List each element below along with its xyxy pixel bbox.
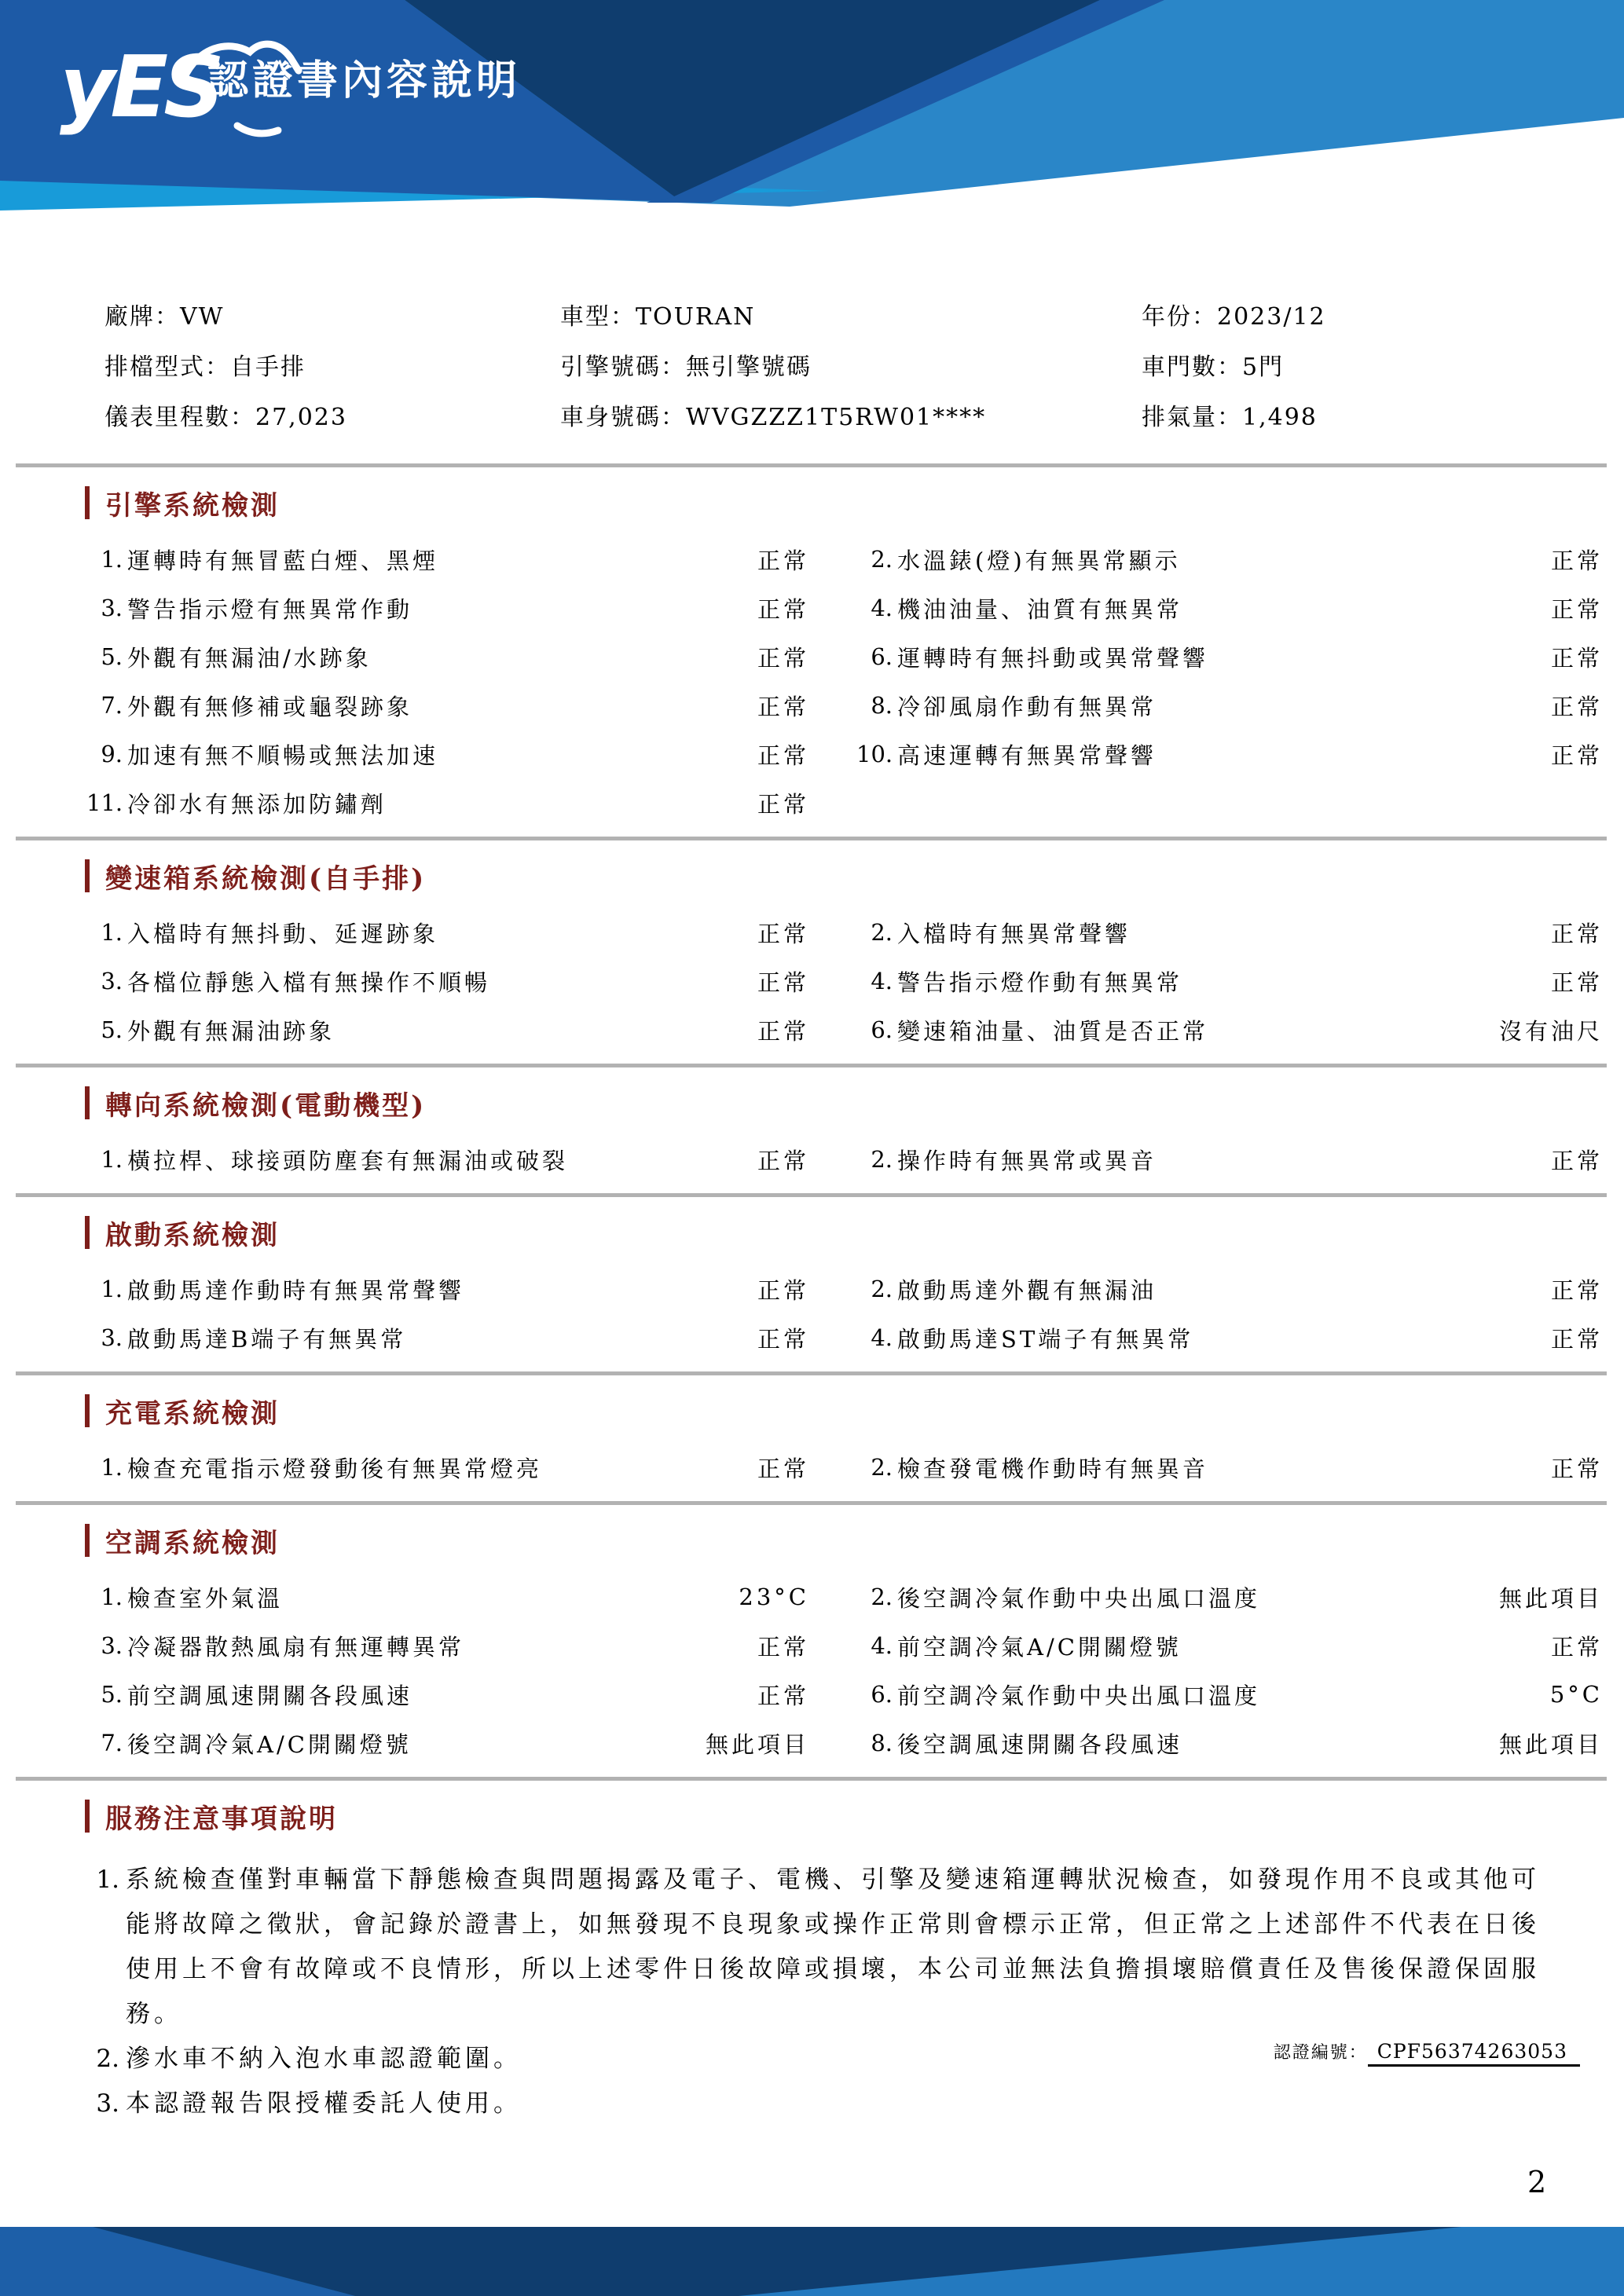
section-header — [85, 1211, 1624, 1254]
sections — [0, 463, 1624, 2126]
item-text: 警告指示燈作動有無異常 — [897, 969, 1183, 996]
item-text: 水溫錶(燈)有無異常顯示 — [897, 547, 1181, 574]
item-status: 正常 — [1550, 969, 1603, 996]
item-text: 機油油量、油質有無異常 — [897, 595, 1183, 623]
footer-background — [0, 2227, 1624, 2296]
section-divider — [16, 1501, 1607, 1505]
item-status: 正常 — [757, 1276, 809, 1304]
item-text: 外觀有無漏油/水跡象 — [127, 644, 372, 672]
item-status: 正常 — [1550, 742, 1603, 769]
section-accent-bar — [85, 859, 90, 892]
item-text: 啟動馬達外觀有無漏油 — [897, 1276, 1157, 1304]
yes-logo-text: yES — [60, 38, 220, 137]
item-row — [86, 1135, 1603, 1184]
item-status: 正常 — [1550, 1455, 1603, 1482]
service-note — [86, 1858, 1557, 2037]
item-status: 正常 — [1550, 547, 1603, 574]
section-title: 充電系統檢測 — [105, 1397, 280, 1430]
info-field: 儀表里程數：27,023 — [104, 404, 347, 431]
item-status: 無此項目 — [705, 1730, 809, 1758]
item-text: 檢查發電機作動時有無異音 — [897, 1455, 1209, 1482]
item-status: 正常 — [1550, 693, 1603, 720]
section-title: 啟動系統檢測 — [105, 1219, 280, 1251]
section-header — [85, 482, 1624, 524]
item-text: 操作時有無異常或異音 — [897, 1147, 1157, 1174]
item-status: 正常 — [1550, 920, 1603, 947]
item-number: 3. — [101, 1632, 123, 1659]
item-text: 入檔時有無抖動、延遲跡象 — [127, 920, 439, 947]
item-number: 4. — [871, 1324, 893, 1351]
item-row — [86, 908, 1603, 957]
item-text: 前空調冷氣作動中央出風口溫度 — [897, 1682, 1261, 1709]
item-status: 正常 — [757, 1682, 809, 1709]
item-status: 沒有油尺 — [1498, 1017, 1603, 1045]
section-items — [0, 908, 1624, 1054]
item-number: 2. — [871, 546, 893, 573]
item-number: 7. — [101, 692, 123, 719]
item-status: 正常 — [757, 1325, 809, 1353]
note-text: 系統檢查僅對車輛當下靜態檢查與問題揭露及電子、電機、引擎及變速箱運轉狀況檢查，如發現作用不良或其他可能將故障之徵狀，會記錄於證書上，如無發現不良現象或操作正常則會標示正常，但正常之上述部件不代表在日後使用上不會有故障或不良情形，所以上述零件日後故障或損壞，本公司並無法負擔損壞賠償責任及售後保證保固服務。 — [126, 1866, 1540, 2028]
item-status: 正常 — [757, 1633, 809, 1661]
item-number: 2. — [871, 1276, 893, 1302]
item-number: 2. — [871, 1584, 893, 1610]
item-status: 正常 — [757, 1017, 809, 1045]
item-number: 1. — [101, 546, 123, 573]
item-number: 7. — [101, 1730, 123, 1756]
item-number: 4. — [871, 595, 893, 621]
item-number: 2. — [871, 919, 893, 946]
item-row — [86, 584, 1603, 632]
item-text: 變速箱油量、油質是否正常 — [897, 1017, 1209, 1045]
item-status: 無此項目 — [1498, 1584, 1603, 1612]
item-status: 正常 — [1550, 1325, 1603, 1353]
item-status: 正常 — [1550, 1147, 1603, 1174]
section-accent-bar — [85, 1800, 90, 1833]
page-title: 認證書內容說明 — [207, 57, 522, 104]
item-number: 2. — [871, 1146, 893, 1173]
item-text: 檢查充電指示燈發動後有無異常燈亮 — [127, 1455, 543, 1482]
item-text: 檢查室外氣溫 — [127, 1584, 284, 1612]
item-number: 1. — [101, 919, 123, 946]
item-row — [86, 535, 1603, 584]
item-text: 前空調風速開關各段風速 — [127, 1682, 413, 1709]
item-text: 高速運轉有無異常聲響 — [897, 742, 1157, 769]
item-text: 後空調冷氣作動中央出風口溫度 — [897, 1584, 1261, 1612]
item-status: 正常 — [757, 547, 809, 574]
certificate-number-value: CPF56374263053 — [1368, 2040, 1580, 2067]
item-text: 入檔時有無異常聲響 — [897, 920, 1131, 947]
item-status: 23°C — [739, 1584, 809, 1610]
item-row — [86, 632, 1603, 681]
item-text: 運轉時有無抖動或異常聲響 — [897, 644, 1209, 672]
item-number: 3. — [101, 595, 123, 621]
section-title: 空調系統檢測 — [105, 1527, 280, 1559]
section-title: 變速箱系統檢測(自手排) — [105, 862, 427, 895]
item-row — [86, 1005, 1603, 1054]
service-notes — [86, 1858, 1557, 2126]
item-row — [86, 1443, 1603, 1492]
item-text: 後空調風速開關各段風速 — [897, 1730, 1183, 1758]
item-text: 各檔位靜態入檔有無操作不順暢 — [127, 969, 491, 996]
item-row — [86, 778, 1603, 827]
info-field: 車身號碼：WVGZZZ1T5RW01**** — [560, 404, 987, 431]
item-text: 啟動馬達B端子有無異常 — [127, 1325, 407, 1353]
item-number: 1. — [101, 1584, 123, 1610]
item-text: 橫拉桿、球接頭防塵套有無漏油或破裂 — [127, 1147, 569, 1174]
item-text: 外觀有無漏油跡象 — [127, 1017, 335, 1045]
item-row — [86, 957, 1603, 1005]
section-header — [85, 1795, 1624, 1837]
item-number: 9. — [101, 741, 123, 767]
item-text: 前空調冷氣A/C開關燈號 — [897, 1633, 1182, 1661]
info-field: 排氣量：1,498 — [1142, 404, 1318, 431]
item-status: 正常 — [1550, 644, 1603, 672]
section-accent-bar — [85, 1216, 90, 1249]
item-row — [86, 1313, 1603, 1362]
section-header — [85, 1082, 1624, 1124]
info-field: 車門數：5門 — [1142, 353, 1285, 381]
item-number: 3. — [101, 968, 123, 994]
item-row — [86, 1573, 1603, 1621]
section-items — [0, 535, 1624, 827]
item-text: 冷凝器散熱風扇有無運轉異常 — [127, 1633, 465, 1661]
item-status: 正常 — [1550, 595, 1603, 623]
section-header — [85, 1390, 1624, 1432]
item-text: 後空調冷氣A/C開關燈號 — [127, 1730, 412, 1758]
item-text: 啟動馬達ST端子有無異常 — [897, 1325, 1194, 1353]
item-number: 1. — [101, 1454, 123, 1481]
item-status: 正常 — [757, 969, 809, 996]
item-number: 3. — [101, 1324, 123, 1351]
item-text: 冷卻風扇作動有無異常 — [897, 693, 1157, 720]
section-divider — [16, 837, 1607, 840]
info-field: 排檔型式：自手排 — [104, 353, 306, 381]
item-status: 5°C — [1549, 1681, 1603, 1708]
note-number: 2. — [96, 2045, 119, 2073]
note-text: 本認證報告限授權委託人使用。 — [126, 2089, 522, 2118]
section-accent-bar — [85, 486, 90, 519]
item-number: 4. — [871, 968, 893, 994]
section-header — [85, 1519, 1624, 1562]
note-number: 3. — [96, 2089, 119, 2118]
item-number: 6. — [871, 1681, 893, 1708]
item-text: 警告指示燈有無異常作動 — [127, 595, 413, 623]
page-header — [0, 0, 1624, 214]
item-status: 正常 — [757, 1147, 809, 1174]
section-accent-bar — [85, 1394, 90, 1427]
vehicle-info — [0, 292, 1624, 443]
item-row — [86, 1719, 1603, 1767]
service-note — [86, 2082, 1557, 2126]
item-text: 冷卻水有無添加防鏽劑 — [127, 790, 387, 818]
section-items — [0, 1443, 1624, 1492]
item-status: 無此項目 — [1498, 1730, 1603, 1758]
item-status: 正常 — [1550, 1276, 1603, 1304]
section-items — [0, 1265, 1624, 1362]
item-number: 6. — [871, 1016, 893, 1043]
item-number: 4. — [871, 1632, 893, 1659]
item-number: 5. — [101, 643, 123, 670]
item-status: 正常 — [757, 920, 809, 947]
section-divider — [16, 1371, 1607, 1375]
info-field: 車型：TOURAN — [560, 303, 756, 331]
section-title: 服務注意事項說明 — [105, 1803, 338, 1835]
info-field: 年份：2023/12 — [1142, 303, 1326, 331]
item-status: 正常 — [757, 1455, 809, 1482]
page-number: 2 — [1527, 2165, 1547, 2199]
item-text: 加速有無不順暢或無法加速 — [127, 742, 439, 769]
item-row — [86, 1621, 1603, 1670]
item-row — [86, 681, 1603, 730]
content-area — [0, 214, 1624, 2126]
item-row — [86, 1670, 1603, 1719]
item-number: 8. — [871, 692, 893, 719]
item-status: 正常 — [757, 644, 809, 672]
section-divider — [16, 1064, 1607, 1067]
item-number: 2. — [871, 1454, 893, 1481]
section-items — [0, 1135, 1624, 1184]
item-number: 11. — [86, 789, 123, 816]
section-divider — [16, 463, 1607, 467]
item-status: 正常 — [757, 790, 809, 818]
note-text: 滲水車不納入泡水車認證範圍。 — [126, 2045, 522, 2073]
item-number: 5. — [101, 1016, 123, 1043]
item-status: 正常 — [1550, 1633, 1603, 1661]
item-number: 1. — [101, 1276, 123, 1302]
item-status: 正常 — [757, 693, 809, 720]
item-text: 外觀有無修補或龜裂跡象 — [127, 693, 413, 720]
item-number: 6. — [871, 643, 893, 670]
info-field: 引擎號碼：無引擎號碼 — [560, 353, 812, 381]
note-number: 1. — [96, 1866, 119, 1894]
certificate-number — [1274, 2039, 1580, 2063]
info-field: 廠牌：VW — [104, 303, 225, 331]
item-number: 1. — [101, 1146, 123, 1173]
item-status: 正常 — [757, 595, 809, 623]
item-row — [86, 1265, 1603, 1313]
section-title: 轉向系統檢測(電動機型) — [105, 1089, 427, 1122]
section-divider — [16, 1193, 1607, 1197]
item-text: 啟動馬達作動時有無異常聲響 — [127, 1276, 465, 1304]
section-accent-bar — [85, 1086, 90, 1119]
item-number: 8. — [871, 1730, 893, 1756]
item-number: 10. — [856, 741, 893, 767]
section-items — [0, 1573, 1624, 1767]
certificate-number-label: 認證編號： — [1273, 2043, 1368, 2063]
section-accent-bar — [85, 1524, 90, 1557]
item-row — [86, 730, 1603, 778]
section-title: 引擎系統檢測 — [105, 489, 280, 522]
item-text: 運轉時有無冒藍白煙、黑煙 — [127, 547, 439, 574]
item-number: 5. — [101, 1681, 123, 1708]
section-divider — [16, 1777, 1607, 1781]
section-header — [85, 855, 1624, 897]
item-status: 正常 — [757, 742, 809, 769]
